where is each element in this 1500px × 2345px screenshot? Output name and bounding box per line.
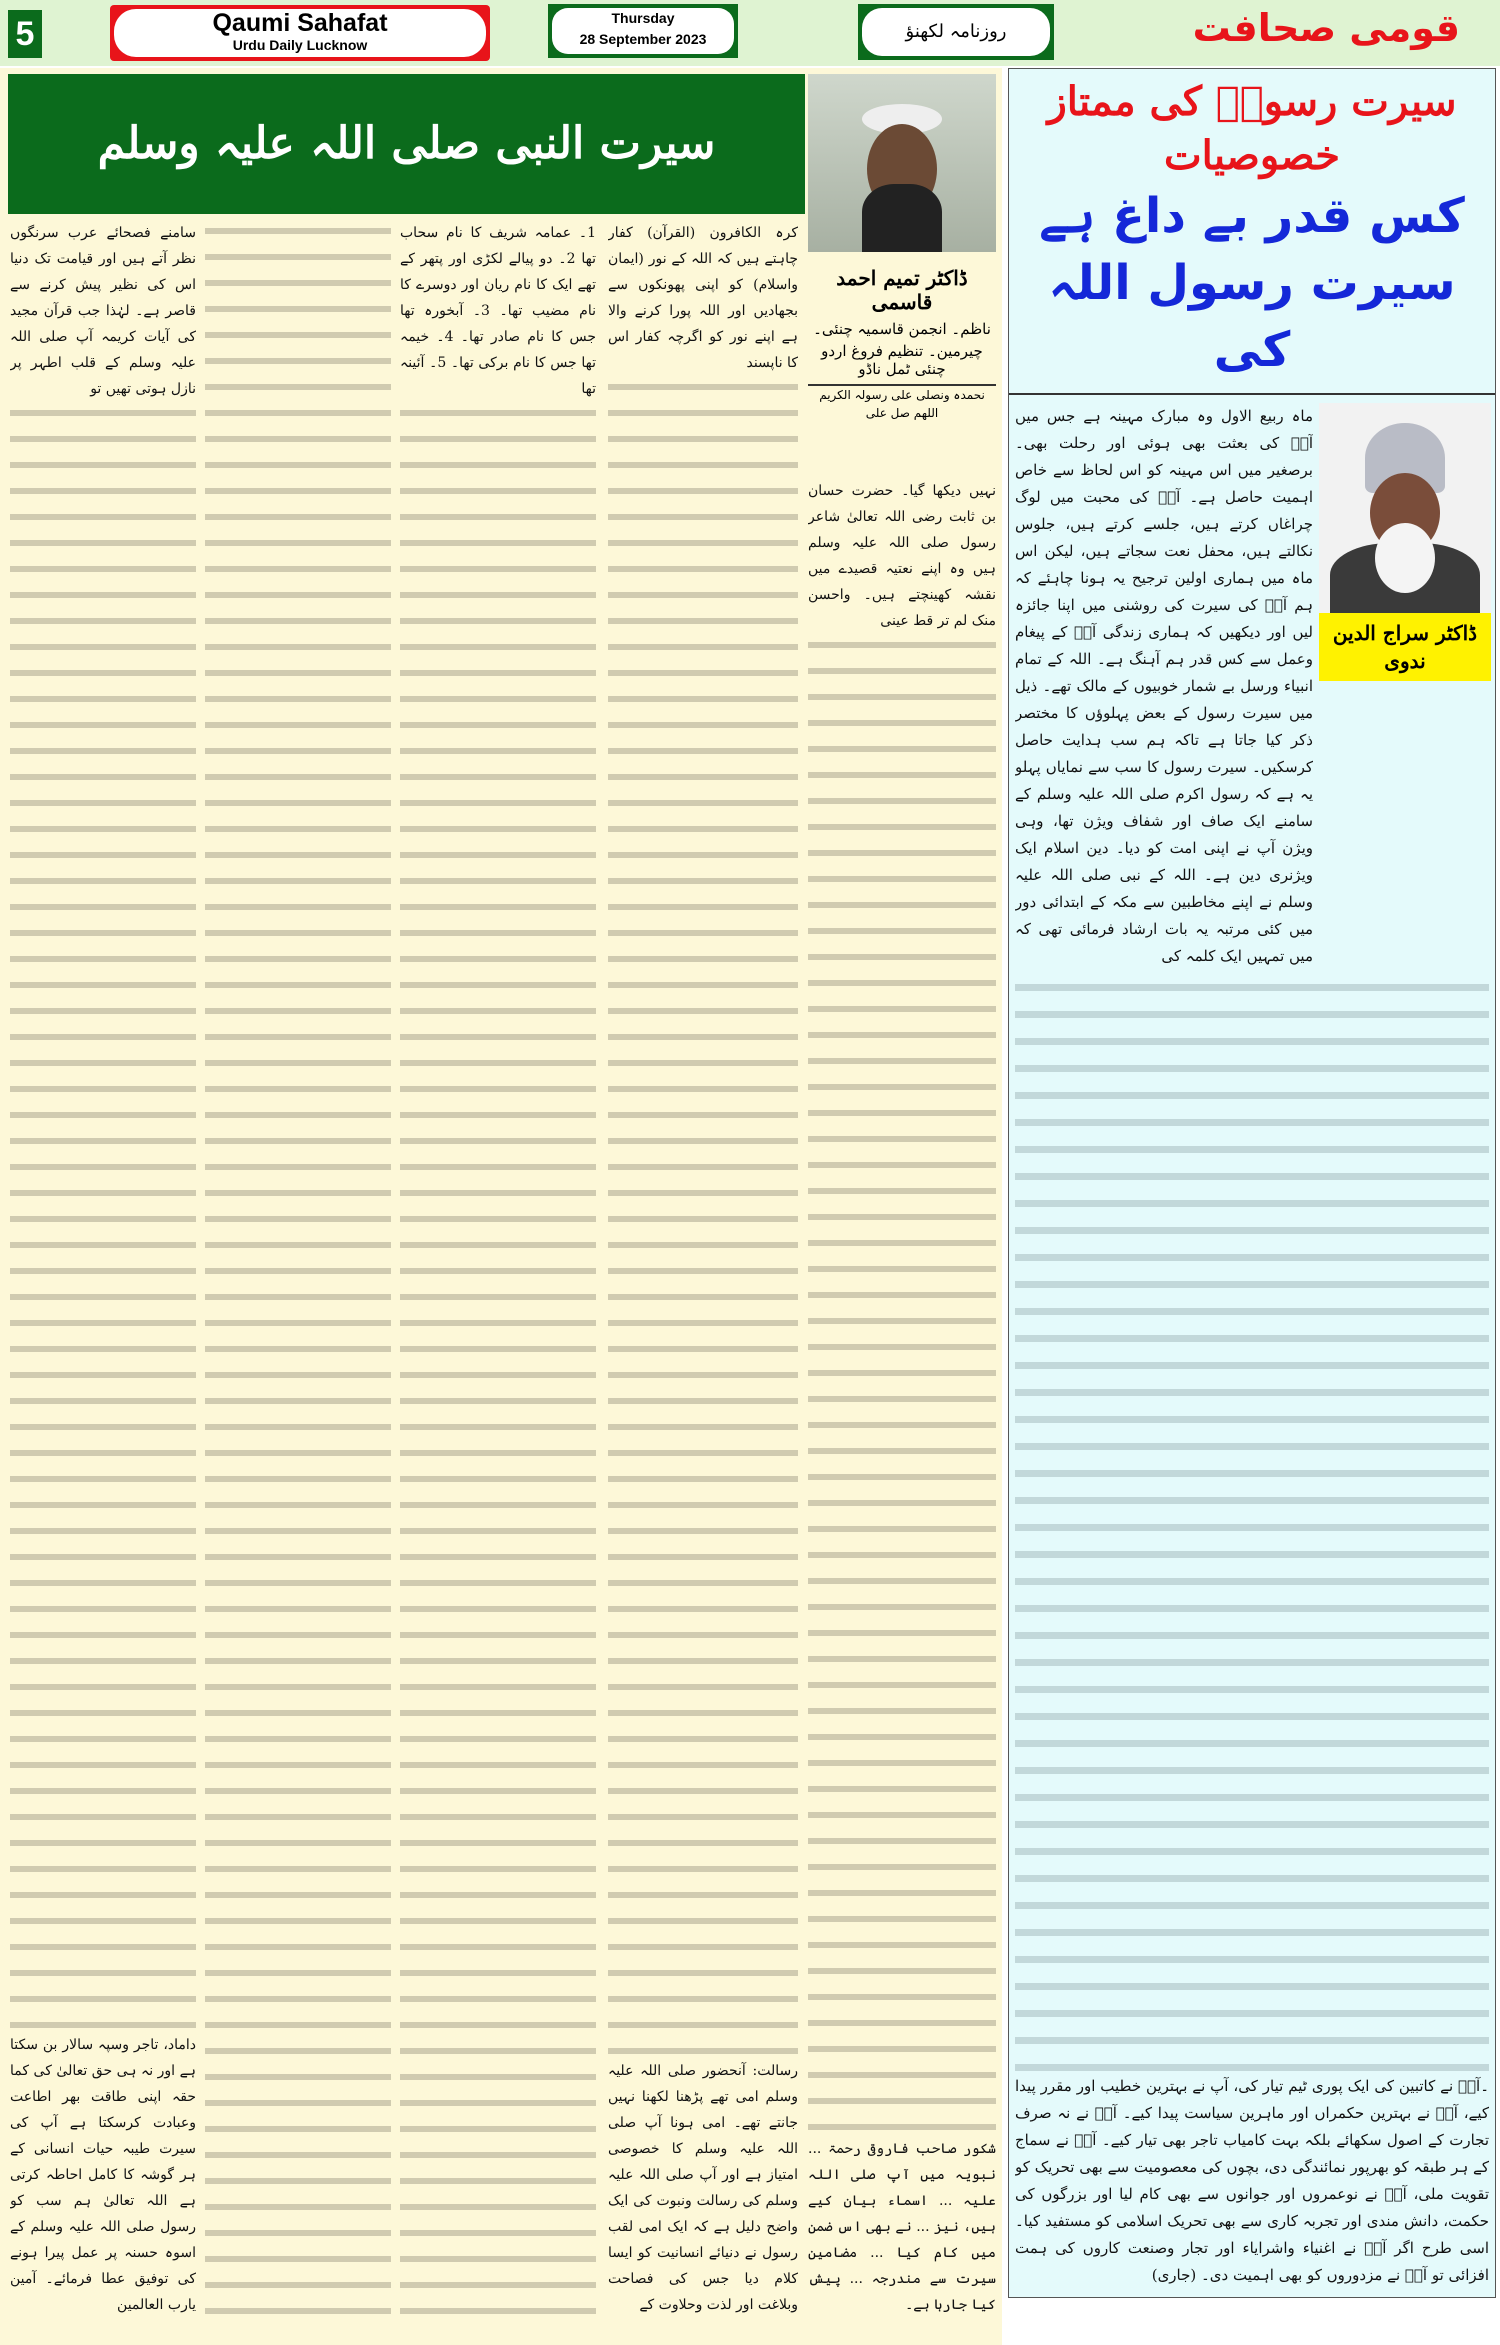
newspaper-name: Qaumi Sahafat <box>212 9 388 37</box>
headline-block <box>1009 69 1495 393</box>
weekday: Thursday <box>611 10 675 26</box>
author-designation: ناظم۔ انجمن قاسمیہ چنئی۔ <box>813 320 991 338</box>
headline-line: سیرت رسول اللہ کی <box>1048 255 1456 379</box>
opening-line: نحمدہ ونصلی علی رسولہ الکریم اللھم صل علی <box>819 388 985 420</box>
roznama-box <box>858 4 1054 60</box>
text-column <box>608 220 798 2318</box>
column-text: رسالت: آنحضور صلی اللہ علیہ وسلم امی تھے پڑھنا لکھنا نہیں جانتے تھے۔ امی ہونا آپ صلی اللہ علیہ وسلم کا خصوصی امتیاز ہے اور آپ صلی اللہ علیہ وسلم کی رسالت ونبوت کی ایک واضح دلیل ہے کہ ایک امی لقب رسول نے دنیائے انسانیت کو ایسا کلام دیا جس کی فصاحت وبلاغت اور لذت وحلاوت کے <box>608 2058 798 2318</box>
roznama-label: روزنامہ لکھنؤ <box>862 8 1050 56</box>
column-text: ۔آپؐ نے کاتبین کی ایک پوری ٹیم تیار کی، آپ نے بہترین خطیب اور مقرر پیدا کیے، آپؐ نے بہترین حکمراں اور ماہرین سیاست پیدا کیے۔ آپؐ نے نہ صرف تجارت کے اصول سکھائے بلکہ بہت کامیاب تاجر بھی تیار کیے۔ آپؐ نے سماج کے ہر طبقہ کو بھرپور نمائندگی دی، بچوں کی معصومیت سے بھی تحریک کو تقویت ملی، آپؐ نے نوعمروں اور جوانوں سے بھی کام لیا اور بزرگوں کی حکمت، دانش مندی اور تجربہ کاری سے بھی تحریک اسلامی کو مستفید کیا۔ اسی طرح اگر آپؐ نے اغنیاء واشرایاء اور تجار وصنعت کاروں کی ہمت افزائی تو آپؐ نے مزدوروں کو بھی اہمیت دی۔ (جاری) <box>1015 2073 1489 2289</box>
beard <box>1375 523 1435 593</box>
body-text <box>1015 976 1489 2289</box>
text-column <box>10 220 196 2318</box>
column-text: شکور صاحب فاروقی رحمۃ ... نبویہ میں آپ صلی اللہ علیہ ... اسماء بیان کیے ہیں، نیز ... نے بھی اس ضمن میں کام کیا ... مضامین سیرت سے مندرجہ ... پیش کیا جارہا ہے۔ <box>808 2136 996 2318</box>
column-text: کرہ الکافرون (القرآن) کفار چاہتے ہیں کہ اللہ کے نور (ایمان واسلام) کو اپنی پھونکوں سے بجھادیں اور اللہ پورا کرنے والا ہے اپنے نور کو اگرچہ کفار اس کا ناپسند <box>608 220 798 376</box>
column-text: نہیں دیکھا گیا۔ حضرت حسان بن ثابت رضی اللہ تعالیٰ شاعر رسول صلی اللہ علیہ وسلم ہیں وہ اپنے نعتیہ قصیدے میں نقشہ کھینچتے ہیں۔ واحسن منک لم تر قط عینی <box>808 478 996 634</box>
article-banner: سیرت النبی صلی اللہ علیہ وسلم <box>8 74 805 214</box>
author-photo <box>1319 403 1491 613</box>
intro-text <box>1015 403 1313 970</box>
column-text: سامنے فصحائے عرب سرنگوں نظر آتے ہیں اور قیامت تک دنیا اس کی نظیر پیش کرنے سے قاصر ہے۔ لہٰذا جب قرآن مجید کی آیات کریمہ آپ صلی اللہ علیہ وسلم کے قلب اطہر پر نازل ہوتی تھیں تو <box>10 220 196 402</box>
headline-line: کس قدر بے داغ ہے <box>1039 188 1465 244</box>
intro-row <box>1009 395 1495 970</box>
page-number: 5 <box>8 10 42 58</box>
column-text: داماد، تاجر وسپہ سالار بن سکتا ہے اور نہ ہی حق تعالیٰ کی کما حقہ اپنی طاقت بھر اطاعت وعبادت کرسکتا ہے آپ کی سیرت طیبہ حیات انسانی کے ہر گوشہ کا کامل احاطہ کرتی ہے اللہ تعالیٰ ہم سب کو رسول صلی اللہ علیہ وسلم کے اسوہ حسنہ پر عمل پیرا ہونے کی توفیق عطا فرمائے۔ آمین یارب العالمین <box>10 2032 196 2318</box>
right-article <box>1008 68 1496 2298</box>
date: 28 September 2023 <box>579 31 707 47</box>
author-designation: چیرمین۔ تنظیم فروغ اردو چنئی ٹمل ناڈو <box>821 342 983 378</box>
author-photo <box>808 74 996 252</box>
masthead <box>0 0 1500 66</box>
byline <box>808 256 996 422</box>
urdu-logo: قومی صحافت <box>1192 6 1460 50</box>
left-article <box>0 68 1002 2345</box>
date-box <box>548 4 738 58</box>
beard <box>862 184 942 252</box>
newspaper-subtitle: Urdu Daily Lucknow <box>232 37 368 53</box>
column-text: 1۔ عمامہ شریف کا نام سحاب تھا 2۔ دو پیالے لکڑی اور پتھر کے تھے ایک کا نام ریان اور دوسرے کا نام مضیب تھا۔ 3۔ آبخورہ تھا جس کا نام صادر تھا۔ 4۔ خیمہ تھا جس کا نام برکی تھا۔ 5۔ آئینہ تھا <box>400 220 596 402</box>
author-name: ڈاکٹر تمیم احمد قاسمی <box>836 266 968 314</box>
author-name: ڈاکٹر سراج الدین ندوی <box>1319 613 1491 681</box>
author-panel <box>1319 403 1491 970</box>
headline-red: سیرت رسولؐ کی ممتاز خصوصیات <box>1047 78 1457 179</box>
text-column <box>400 220 596 2318</box>
headline-blue <box>1013 183 1491 385</box>
text-column <box>205 220 391 2318</box>
text-column <box>808 478 996 2318</box>
newspaper-name-box <box>110 5 490 61</box>
column-text: ماہ ربیع الاول وہ مبارک مہینہ ہے جس میں آپؐ کی بعثت بھی ہوئی اور رحلت بھی۔ برصغیر میں اس مہینہ کو اس لحاظ سے خاص اہمیت حاصل ہے۔ آپؐ کی محبت میں لوگ چراغاں کرتے ہیں، جلسے کرتے ہیں، جلوس نکالتے ہیں، محفل نعت سجاتے ہیں، لیکن اس ماہ میں ہماری اولین ترجیح یہ ہونا چاہئے کہ ہم آپؐ کی سیرت کی روشنی میں اپنا جائزہ لیں اور دیکھیں کہ ہماری زندگی آپؐ کے پیغام وعمل سے کس قدر ہم آہنگ ہے۔ اللہ کے تمام انبیاء ورسل بے شمار خوبیوں کے مالک تھے۔ ذیل میں سیرت رسول کے بعض پہلوؤں کا مختصر ذکر کیا جاتا ہے تاکہ ہم سب ہدایت حاصل کرسکیں۔ سیرت رسول کا سب سے نمایاں پہلو یہ ہے کہ رسول اکرم صلی اللہ علیہ وسلم کے سامنے ایک صاف اور شفاف ویژن تھا، وہی ویژن آپ نے اپنی امت کو دیا۔ دین اسلام ایک ویژنری دین ہے۔ اللہ کے نبی صلی اللہ علیہ وسلم نے اپنے مخاطبین سے مکہ کے ابتدائی دور میں کئی مرتبہ یہ بات ارشاد فرمائی تھی کہ میں تمہیں ایک کلمہ کی <box>1015 403 1313 970</box>
